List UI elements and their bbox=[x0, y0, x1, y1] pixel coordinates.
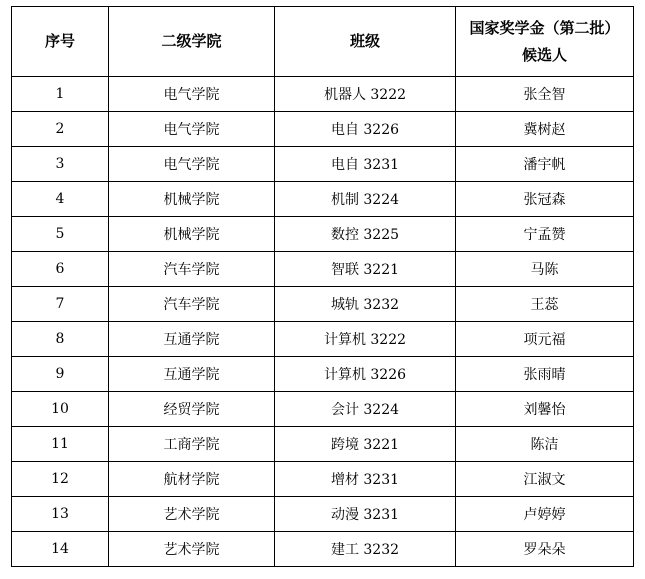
header-candidate-line2: 候选人 bbox=[521, 45, 567, 64]
cell-college: 汽车学院 bbox=[109, 287, 275, 322]
cell-class: 计算机 3226 bbox=[275, 357, 456, 392]
cell-college: 艺术学院 bbox=[109, 532, 275, 567]
table-row bbox=[12, 427, 634, 462]
cell-candidate: 卢婷婷 bbox=[456, 497, 634, 532]
cell-candidate: 潘宇帆 bbox=[456, 147, 634, 182]
cell-index: 10 bbox=[12, 392, 109, 427]
table-row bbox=[12, 532, 634, 567]
cell-class: 智联 3221 bbox=[275, 252, 456, 287]
cell-candidate: 马陈 bbox=[456, 252, 634, 287]
table-row bbox=[12, 252, 634, 287]
header-class: 班级 bbox=[275, 7, 456, 77]
cell-index: 12 bbox=[12, 462, 109, 497]
cell-class: 电自 3231 bbox=[275, 147, 456, 182]
table-row bbox=[12, 147, 634, 182]
header-candidate bbox=[456, 7, 634, 77]
table-row bbox=[12, 462, 634, 497]
cell-index: 5 bbox=[12, 217, 109, 252]
cell-college: 机械学院 bbox=[109, 182, 275, 217]
table-row bbox=[12, 392, 634, 427]
cell-candidate: 宁孟赞 bbox=[456, 217, 634, 252]
cell-college: 艺术学院 bbox=[109, 497, 275, 532]
cell-index: 4 bbox=[12, 182, 109, 217]
table-row bbox=[12, 182, 634, 217]
header-row bbox=[12, 7, 634, 77]
table-row bbox=[12, 357, 634, 392]
scholarship-candidate-sheet bbox=[11, 6, 634, 567]
cell-candidate: 项元福 bbox=[456, 322, 634, 357]
cell-college: 汽车学院 bbox=[109, 252, 275, 287]
header-college: 二级学院 bbox=[109, 7, 275, 77]
cell-college: 电气学院 bbox=[109, 112, 275, 147]
cell-class: 增材 3231 bbox=[275, 462, 456, 497]
cell-index: 6 bbox=[12, 252, 109, 287]
cell-class: 机制 3224 bbox=[275, 182, 456, 217]
cell-candidate: 冀树赵 bbox=[456, 112, 634, 147]
cell-college: 工商学院 bbox=[109, 427, 275, 462]
cell-class: 计算机 3222 bbox=[275, 322, 456, 357]
table-row bbox=[12, 217, 634, 252]
cell-candidate: 王蕊 bbox=[456, 287, 634, 322]
cell-index: 14 bbox=[12, 532, 109, 567]
cell-index: 3 bbox=[12, 147, 109, 182]
table-row bbox=[12, 497, 634, 532]
cell-college: 互通学院 bbox=[109, 357, 275, 392]
header-candidate-line1: 国家奖学金（第二批） bbox=[469, 18, 620, 37]
cell-candidate: 张雨晴 bbox=[456, 357, 634, 392]
table-row bbox=[12, 77, 634, 112]
candidate-table bbox=[11, 6, 634, 567]
cell-class: 电自 3226 bbox=[275, 112, 456, 147]
cell-college: 电气学院 bbox=[109, 147, 275, 182]
cell-class: 建工 3232 bbox=[275, 532, 456, 567]
cell-candidate: 刘馨怡 bbox=[456, 392, 634, 427]
cell-college: 互通学院 bbox=[109, 322, 275, 357]
cell-class: 跨境 3221 bbox=[275, 427, 456, 462]
cell-candidate: 罗朵朵 bbox=[456, 532, 634, 567]
cell-index: 11 bbox=[12, 427, 109, 462]
header-index: 序号 bbox=[12, 7, 109, 77]
cell-index: 9 bbox=[12, 357, 109, 392]
cell-index: 8 bbox=[12, 322, 109, 357]
cell-class: 动漫 3231 bbox=[275, 497, 456, 532]
cell-candidate: 张全智 bbox=[456, 77, 634, 112]
cell-class: 数控 3225 bbox=[275, 217, 456, 252]
cell-class: 会计 3224 bbox=[275, 392, 456, 427]
table-row bbox=[12, 287, 634, 322]
cell-college: 机械学院 bbox=[109, 217, 275, 252]
cell-index: 2 bbox=[12, 112, 109, 147]
table-row bbox=[12, 112, 634, 147]
cell-candidate: 张冠森 bbox=[456, 182, 634, 217]
table-row bbox=[12, 322, 634, 357]
cell-college: 航材学院 bbox=[109, 462, 275, 497]
cell-class: 机器人 3222 bbox=[275, 77, 456, 112]
cell-index: 7 bbox=[12, 287, 109, 322]
cell-index: 13 bbox=[12, 497, 109, 532]
cell-college: 电气学院 bbox=[109, 77, 275, 112]
cell-candidate: 江淑文 bbox=[456, 462, 634, 497]
cell-index: 1 bbox=[12, 77, 109, 112]
cell-class: 城轨 3232 bbox=[275, 287, 456, 322]
cell-college: 经贸学院 bbox=[109, 392, 275, 427]
candidate-table-body bbox=[12, 77, 634, 567]
cell-candidate: 陈洁 bbox=[456, 427, 634, 462]
